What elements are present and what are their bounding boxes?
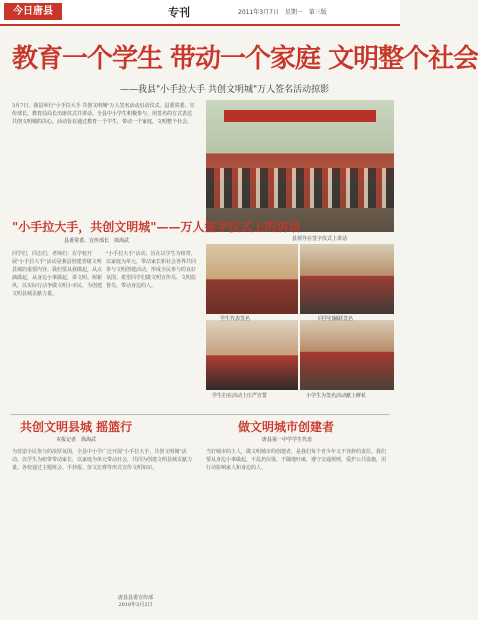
section-divider [10,414,390,415]
page-header [0,0,400,26]
lead-paragraph: 3月7日，我县举行"小手拉大手 共创文明城"万人签名活动启动仪式。县委常委、宣传部长、教育局局长出席仪式并讲话。全县中小学生积极参与，用签名的方式表达共创文明城的决心。活动旨在通过教育一个学生，带动一个家庭，文明整个社会。 [12,103,195,125]
article4-title: 做文明城市创建者 [238,420,335,434]
photo-flowers [300,320,394,390]
photo-crowd [206,168,394,208]
photo-signing-1 [206,244,298,314]
photo-caption-1: 学生代表签名 [220,316,251,322]
article3-byline: 本报记者 徐海武 [56,437,97,443]
photo-oath [206,320,298,390]
photo-banner [224,110,376,122]
masthead-logo: 今日唐县 [4,3,62,20]
photo-signing-2 [300,244,394,314]
article2-body-left: 同学们，同志们，老师们：在学校开展"小手拉大手"活动是我县创建省级文明县城的重要内容。我们要从我做起，从点滴做起，从身边小事做起，讲文明、树新风，以实际行动争做文明小市民，为创建文明县城贡献力量。 [12,251,103,297]
article2-body-right: "小手拉大手"活动，旨在以学生为纽带，以家庭为单元，带动家长和社会各界共同参与文明创建活动，形成全民参与的良好氛围。希望同学们做文明宣传员、文明监督员，带动身边的人。 [106,251,197,289]
article2-byline: 县委常委、宣传部长 徐海武 [64,238,130,244]
main-photo-caption: 县领导在签字仪式上讲话 [292,236,348,242]
photo-caption-3: 学生们在活动上庄严宣誓 [212,393,268,399]
article2-title: "小手拉大手，共创文明城"——万人签字仪式上的讲话 [12,220,301,234]
footnote: 唐县县委宣传部 2010年3月2日 [118,595,154,608]
main-headline: 教育一个学生 带动一个家庭 文明整个社会 [12,44,478,74]
section-name: 专刊 [168,6,190,19]
photo-caption-4: 小学生为签名活动献上鲜花 [306,393,367,399]
article4-byline: 唐县第一中学学生代表 [262,437,313,443]
article4-body: 当好城市的主人，做文明城市的创建者，是我们每个青少年义不容辞的责任。我们要从身边小事做起，不乱扔垃圾，不随地吐痰，遵守交通规则，爱护公共设施，用行动影响家人和身边的人。 [206,449,387,471]
article3-title: 共创文明县城 摇篮行 [20,420,133,434]
article3-body: 为营造全民参与的浓厚氛围，全县中小学广泛开展"小手拉大手，共创文明城"活动，以学生为纽带带动家长，以家庭为单元带动社会，共同为创建文明县城贡献力量。各校通过主题班会、手抄报、征文比赛等形式宣传文明知识。 [12,449,193,471]
main-photo [206,100,394,232]
photo-caption-2: 同学们踊跃签名 [318,316,354,322]
sub-headline: ——我县"小手拉大手 共创文明城"万人签名活动掠影 [120,85,330,95]
dateline: 2011年3月7日 星期一 第三版 [238,9,327,16]
